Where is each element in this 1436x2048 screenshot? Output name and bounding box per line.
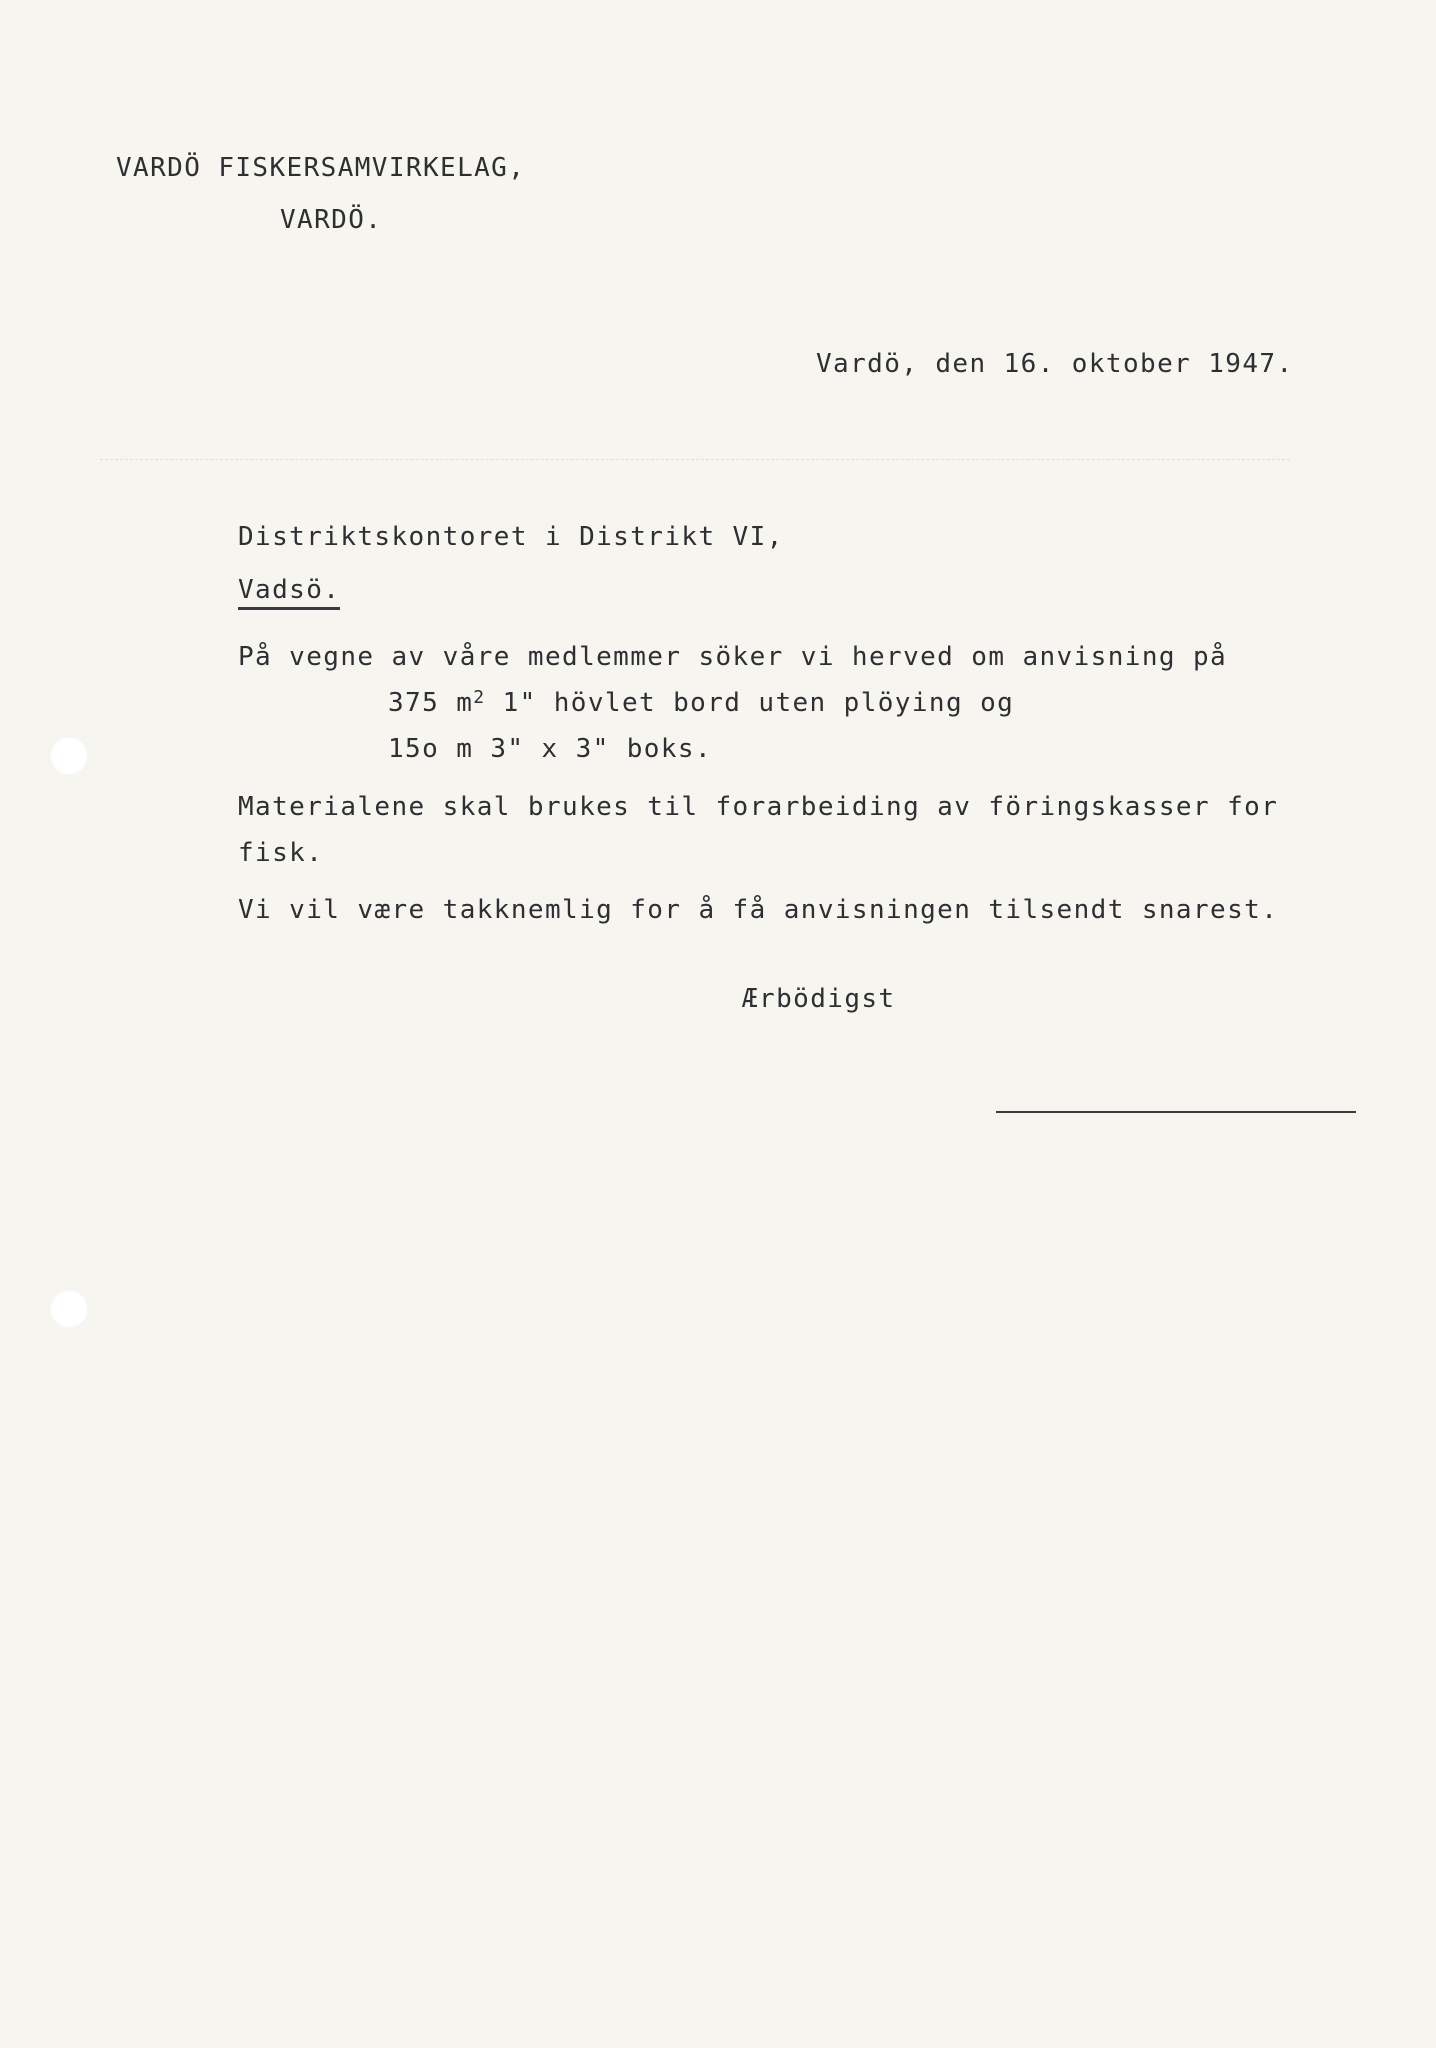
sender-name: VARDÖ FISKERSAMVIRKELAG, bbox=[116, 153, 526, 183]
purpose-line-1: Materialene skal brukes til forarbeiding av föringskasser for bbox=[238, 792, 1279, 822]
purpose-line-2: fisk. bbox=[238, 838, 324, 868]
punch-hole-bottom bbox=[50, 1290, 88, 1328]
letter-date: Vardö, den 16. oktober 1947. bbox=[816, 349, 1294, 379]
item-boards-quantity: 375 m bbox=[388, 688, 474, 718]
item-boxes: 15o m 3" x 3" boks. bbox=[388, 734, 713, 764]
sender-place: VARDÖ. bbox=[280, 205, 383, 235]
intro-paragraph: På vegne av våre medlemmer söker vi herved om anvisning på bbox=[238, 642, 1228, 672]
item-boards bbox=[388, 687, 1015, 718]
signature-line bbox=[996, 1111, 1356, 1113]
request-paragraph: Vi vil være takknemlig for å få anvisningen tilsendt snarest. bbox=[238, 895, 1279, 925]
item-boards-exponent: 2 bbox=[473, 687, 486, 708]
faint-fold-line bbox=[100, 459, 1290, 460]
recipient-name: Distriktskontoret i Distrikt VI, bbox=[238, 522, 784, 552]
item-boards-description: 1" hövlet bord uten plöying og bbox=[485, 688, 1015, 718]
closing-salutation: Ærbödigst bbox=[742, 984, 896, 1014]
recipient-place: Vadsö. bbox=[238, 577, 340, 610]
punch-hole-top bbox=[50, 737, 88, 775]
